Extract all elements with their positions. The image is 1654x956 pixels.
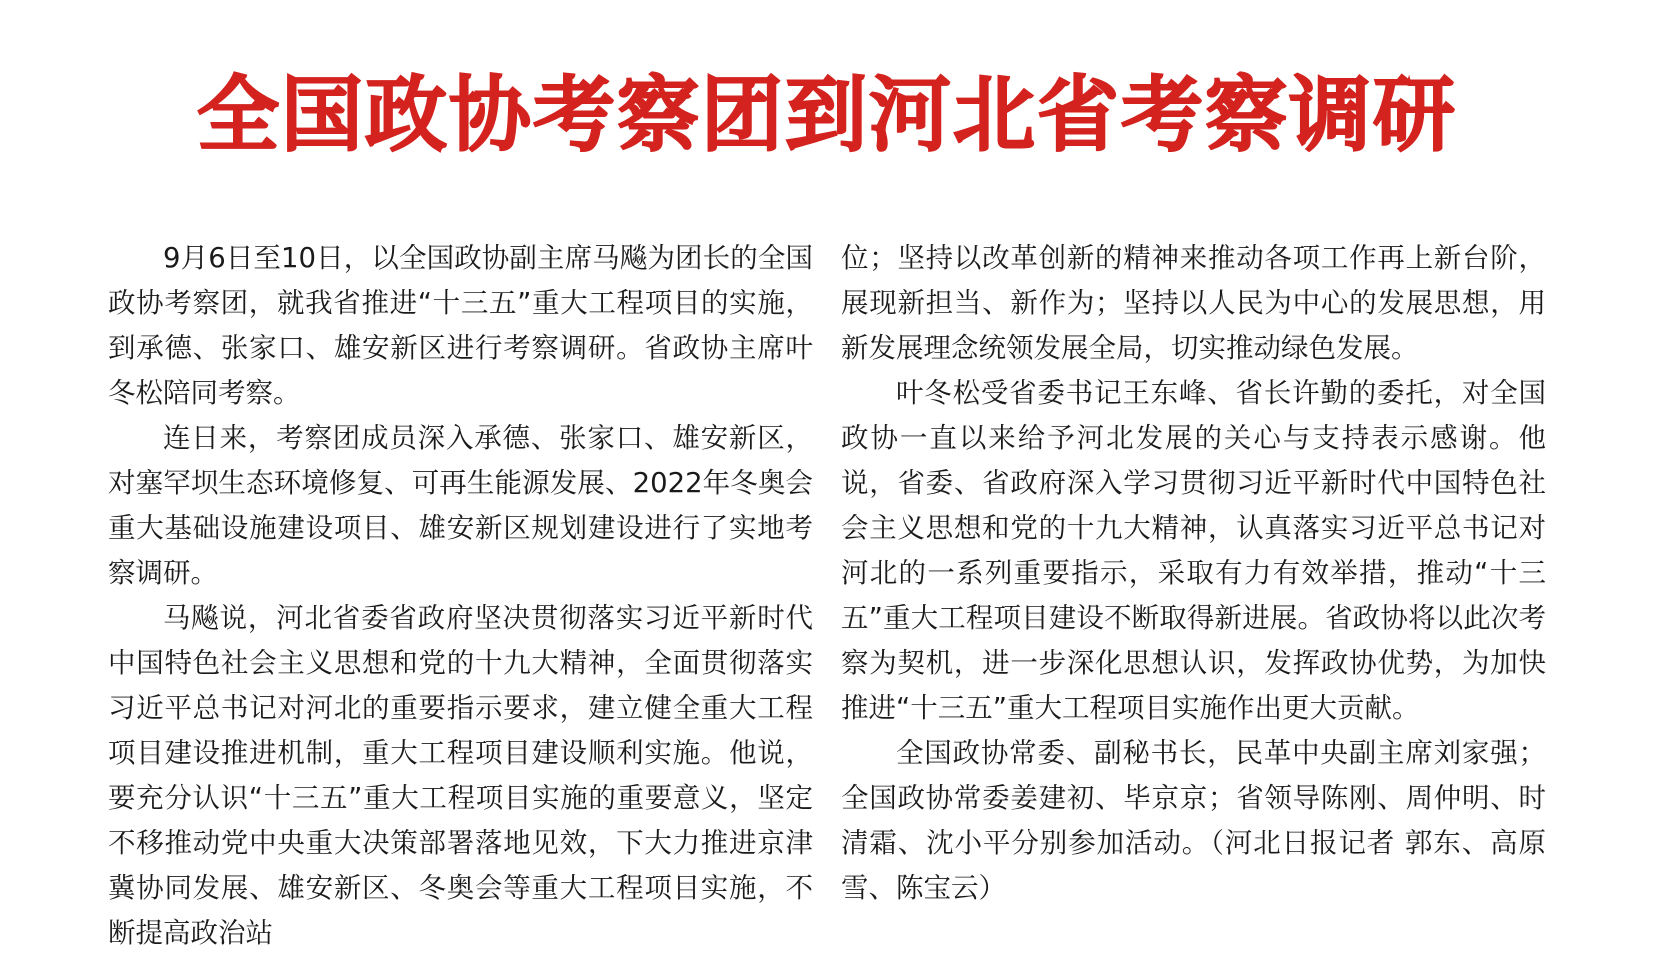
newspaper-article-page: [0, 55, 1654, 949]
paragraph: 位；坚持以改革创新的精神来推动各项工作再上新台阶，展现新担当、新作为；坚持以人民为中心的发展思想，用新发展理念统领发展全局，切实推动绿色发展。: [841, 241, 1546, 364]
article-body: [0, 222, 1654, 956]
page-title: 全国政协考察团到河北省考察调研: [196, 67, 1457, 163]
paragraph: 全国政协常委、副秘书长，民革中央副主席刘家强；全国政协常委姜建初、毕京京；省领导陈刚、周仲明、时清霜、沈小平分别参加活动。（河北日报记者 郭东、高原雪、陈宝云）: [841, 736, 1546, 904]
paragraph: 叶冬松受省委书记王东峰、省长许勤的委托，对全国政协一直以来给予河北发展的关心与支持表示感谢。他说，省委、省政府深入学习贯彻习近平新时代中国特色社会主义思想和党的十九大精神，认真落实习近平总书记对河北的一系列重要指示，采取有力有效举措，推动“十三五”重大工程项目建设不断取得新进展。省政协将以此次考察为契机，进一步深化思想认识，发挥政协优势，为加快推进“十三五”重大工程项目实施作出更大贡献。: [841, 376, 1546, 724]
article-column-right: [827, 236, 1546, 956]
paragraph: 9月6日至10日，以全国政协副主席马飚为团长的全国政协考察团，就我省推进“十三五”重大工程项目的实施，到承德、张家口、雄安新区进行考察调研。省政协主席叶冬松陪同考察。: [108, 241, 813, 409]
paragraph: 连日来，考察团成员深入承德、张家口、雄安新区，对塞罕坝生态环境修复、可再生能源发展、2022年冬奥会重大基础设施建设项目、雄安新区规划建设进行了实地考察调研。: [108, 421, 813, 589]
paragraph: 马飚说，河北省委省政府坚决贯彻落实习近平新时代中国特色社会主义思想和党的十九大精神，全面贯彻落实习近平总书记对河北的重要指示要求，建立健全重大工程项目建设推进机制，重大工程项目建设顺利实施。他说，要充分认识“十三五”重大工程项目实施的重要意义，坚定不移推动党中央重大决策部署落地见效，下大力推进京津冀协同发展、雄安新区、冬奥会等重大工程项目实施，不断提高政治站: [108, 601, 813, 949]
article-column-left: [108, 236, 827, 956]
